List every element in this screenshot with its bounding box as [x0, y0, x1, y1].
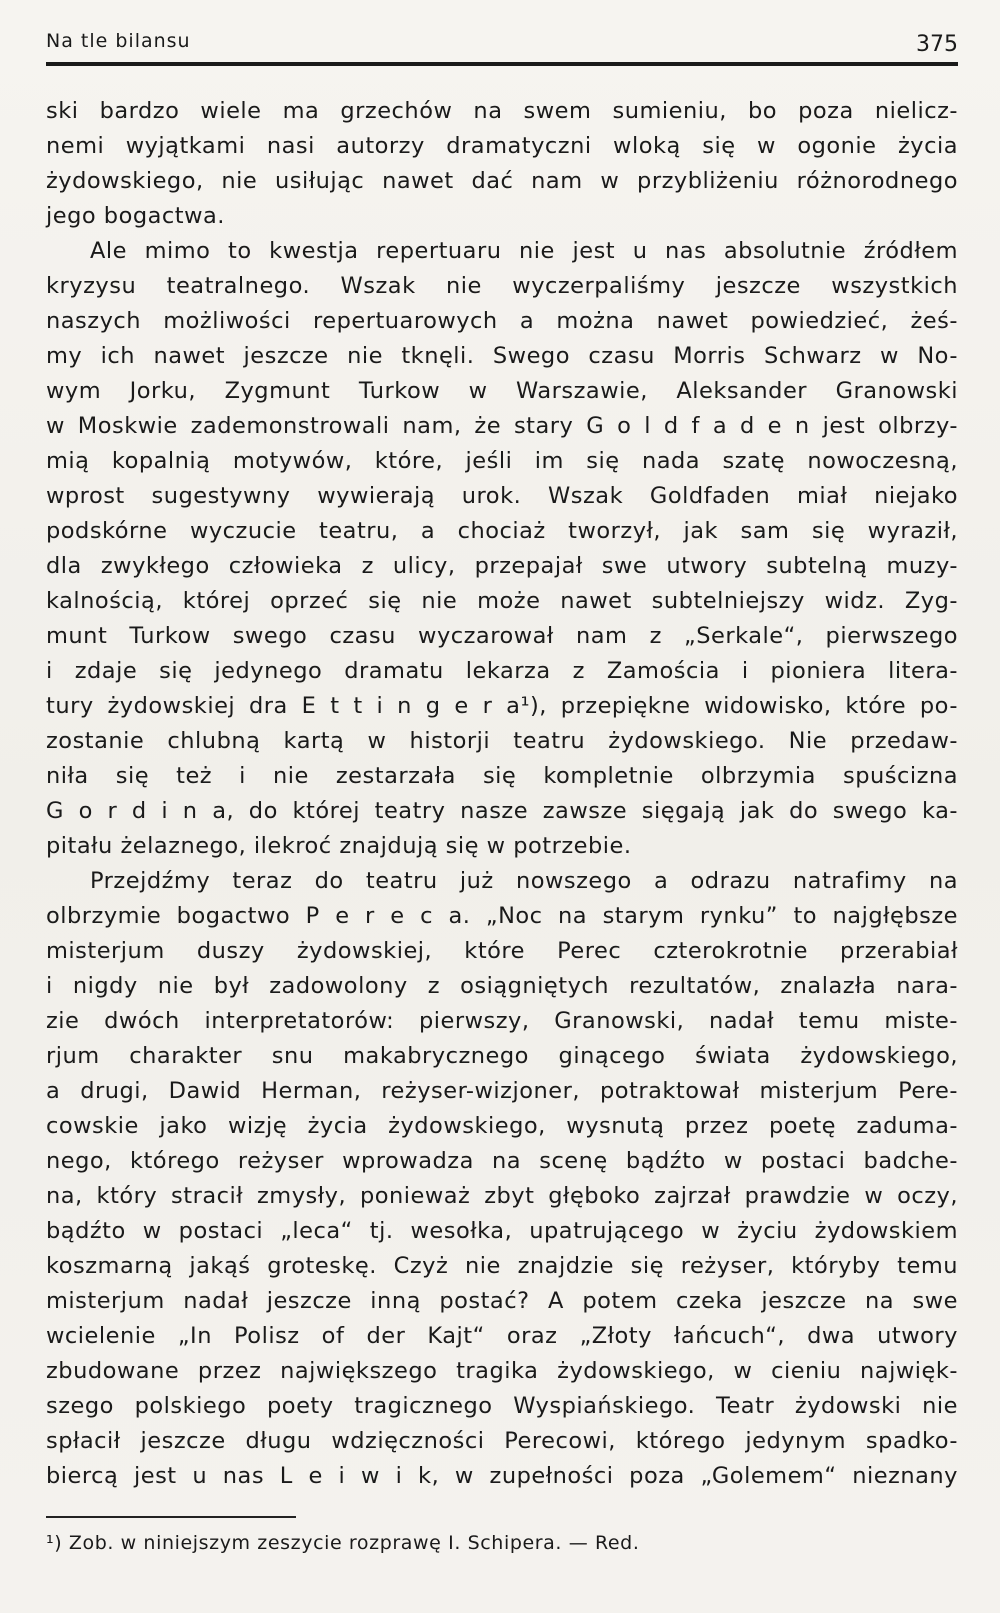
text-line: na, który stracił zmysły, ponieważ zbyt głęboko zajrzał prawdzie w oczy,	[46, 1183, 958, 1209]
text-line: i zdaje się jedynego dramatu lekarza z Zamościa i pioniera litera-	[46, 658, 958, 684]
text-line: rjum charakter snu makabrycznego ginącego świata żydowskiego,	[46, 1043, 958, 1069]
text-line: szego polskiego poety tragicznego Wyspiańskiego. Teatr żydowski nie	[46, 1393, 958, 1419]
text-line: naszych możliwości repertuarowych a można nawet powiedzieć, żeś-	[46, 308, 958, 334]
page-number: 375	[916, 32, 958, 57]
text-line: G o r d i n a, do której teatry nasze zawsze sięgają jak do swego ka-	[46, 798, 958, 824]
text-line: cowskie jako wizję życia żydowskiego, wysnutą przez poetę zaduma-	[46, 1113, 958, 1139]
text-line: Ale mimo to kwestja repertuaru nie jest u nas absolutnie źródłem	[90, 238, 958, 264]
text-line: misterjum nadał jeszcze inną postać? A potem czeka jeszcze na swe	[46, 1288, 958, 1314]
text-line: żydowskiego, nie usiłując nawet dać nam w przybliżeniu różnorodnego	[46, 168, 958, 194]
text-line: wym Jorku, Zygmunt Turkow w Warszawie, Aleksander Granowski	[46, 378, 958, 404]
text-line: zbudowane przez największego tragika żydowskiego, w cieniu najwięk-	[46, 1358, 958, 1384]
text-line: nemi wyjątkami nasi autorzy dramatyczni wloką się w ogonie życia	[46, 133, 958, 159]
text-line: jego bogactwa.	[46, 203, 225, 229]
text-line: my ich nawet jeszcze nie tknęli. Swego czasu Morris Schwarz w No-	[46, 343, 958, 369]
text-line: wprost sugestywny wywierają urok. Wszak Goldfaden miał niejako	[46, 483, 958, 509]
text-line: pitału żelaznego, ilekroć znajdują się w potrzebie.	[46, 833, 632, 859]
text-line: munt Turkow swego czasu wyczarował nam z „Serkale“, pierwszego	[46, 623, 958, 649]
text-line: i nigdy nie był zadowolony z osiągniętych rezultatów, znalazła nara-	[46, 973, 958, 999]
text-line: niła się też i nie zestarzała się kompletnie olbrzymia spuścizna	[46, 763, 958, 789]
text-line: w Moskwie zademonstrowali nam, że stary G o l d f a d e n jest olbrzy-	[46, 413, 958, 439]
footnote-rule	[46, 1516, 296, 1518]
text-line: a drugi, Dawid Herman, reżyser-wizjoner, potraktował misterjum Pere-	[46, 1078, 958, 1104]
text-line: bądźto w postaci „leca“ tj. wesołka, upatrującego w życiu żydowskiem	[46, 1218, 958, 1244]
text-line: tury żydowskiej dra E t t i n g e r a¹), przepiękne widowisko, które po-	[46, 693, 958, 719]
text-line: koszmarną jakąś groteskę. Czyż nie znajdzie się reżyser, któryby temu	[46, 1253, 958, 1279]
text-line: Przejdźmy teraz do teatru już nowszego a odrazu natrafimy na	[90, 868, 958, 894]
text-line: zostanie chlubną kartą w historji teatru żydowskiego. Nie przedaw-	[46, 728, 958, 754]
text-line: nego, którego reżyser wprowadza na scenę bądźto w postaci badche-	[46, 1148, 958, 1174]
text-line: mią kopalnią motywów, które, jeśli im się nada szatę nowoczesną,	[46, 448, 958, 474]
page-header	[46, 30, 958, 64]
text-line: podskórne wyczucie teatru, a chociaż tworzył, jak sam się wyraził,	[46, 518, 958, 544]
text-line: spłacił jeszcze długu wdzięczności Perecowi, którego jedynym spadko-	[46, 1428, 958, 1454]
text-line: wcielenie „In Polisz of der Kajt“ oraz „Złoty łańcuch“, dwa utwory	[46, 1323, 958, 1349]
text-line: misterjum duszy żydowskiej, które Perec czterokrotnie przerabiał	[46, 938, 958, 964]
running-title: Na tle bilansu	[46, 30, 191, 52]
text-line: biercą jest u nas L e i w i k, w zupełności poza „Golemem“ nieznany	[46, 1463, 958, 1489]
text-line: ski bardzo wiele ma grzechów na swem sumieniu, bo poza nielicz-	[46, 98, 958, 124]
body-text	[46, 94, 958, 1494]
text-line: olbrzymie bogactwo P e r e c a. „Noc na starym rynku” to najgłębsze	[46, 903, 958, 929]
text-line: kryzysu teatralnego. Wszak nie wyczerpaliśmy jeszcze wszystkich	[46, 273, 958, 299]
text-line: kalnością, której oprzeć się nie może nawet subtelniejszy widz. Zyg-	[46, 588, 958, 614]
text-line: dla zwykłego człowieka z ulicy, przepajał swe utwory subtelną muzy-	[46, 553, 958, 579]
footnote: ¹) Zob. w niniejszym zeszycie rozprawę I. Schipera. — Red.	[46, 1532, 640, 1554]
text-line: zie dwóch interpretatorów: pierwszy, Granowski, nadał temu miste-	[46, 1008, 958, 1034]
header-rule	[46, 62, 958, 66]
